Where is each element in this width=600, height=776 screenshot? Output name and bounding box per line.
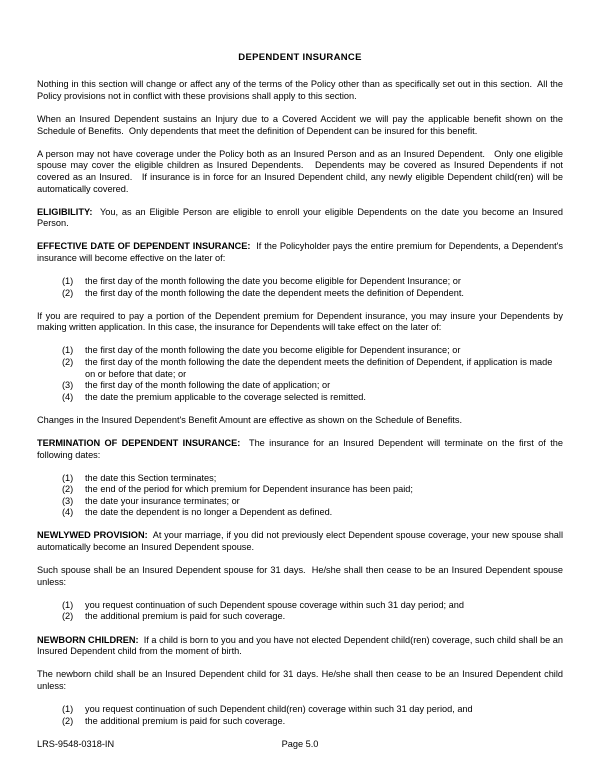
- list-marker: (2): [62, 715, 74, 726]
- list-text: the end of the period for which premium for Dependent insurance has been paid;: [85, 484, 413, 495]
- list-item: [37, 380, 563, 392]
- list-termination: [37, 473, 563, 519]
- list-text: you request continuation of such Dependent spouse coverage within such 31 day period; and: [85, 599, 464, 610]
- document-content: [37, 52, 566, 739]
- list-item: [37, 611, 563, 623]
- list-text: the date the premium applicable to the coverage selected is remitted.: [85, 391, 366, 402]
- list-item: [37, 716, 563, 728]
- list-item: [37, 507, 563, 519]
- list-item: [37, 288, 563, 300]
- newlywed-body: At your marriage, if you did not previously elect Dependent spouse coverage, your new spouse shall automatically become an Insured Dependent spouse.: [37, 530, 566, 553]
- page-number: Page 5.0: [281, 739, 319, 749]
- list-newborn-continuation: [37, 704, 563, 727]
- paragraph-intro-1: Nothing in this section will change or affect any of the terms of the Policy other than as specifically set out in this section. All the Policy provisions not in conflict with these provisions shall apply to this section.: [37, 79, 566, 101]
- list-text: the date the dependent is no longer a Dependent as defined.: [85, 507, 333, 518]
- heading-newlywed: NEWLYWED PROVISION:: [37, 530, 148, 541]
- form-number: LRS-9548-0318-IN: [37, 739, 115, 749]
- paragraph-changes: Changes in the Insured Dependent's Benefit Amount are effective as shown on the Schedule of Benefits.: [37, 414, 462, 425]
- list-marker: (1): [62, 599, 74, 610]
- newborn-body: If a child is born to you and you have not elected Dependent child(ren) coverage, such child shall be an Insured Dependent child from the moment of birth.: [37, 634, 566, 657]
- list-marker: (1): [62, 703, 74, 714]
- list-marker: (2): [62, 484, 74, 495]
- list-marker: (2): [62, 611, 74, 622]
- paragraph-spouse-31days: Such spouse shall be an Insured Dependent spouse for 31 days. He/she shall then cease to be an Insured Dependent spouse unless:: [37, 565, 566, 587]
- list-item: [37, 345, 563, 357]
- list-item: [37, 276, 563, 288]
- section-effective-date: [37, 241, 566, 264]
- list-text: the date this Section terminates;: [85, 472, 217, 483]
- heading-eligibility: ELIGIBILITY:: [37, 206, 93, 217]
- list-marker: (4): [62, 391, 74, 402]
- list-item: [37, 357, 563, 380]
- page-title: DEPENDENT INSURANCE: [238, 52, 362, 63]
- heading-effective-date: EFFECTIVE DATE OF DEPENDENT INSURANCE:: [37, 241, 251, 252]
- eligibility-body: You, as an Eligible Person are eligible to enroll your eligible Dependents on the date you become an Insured Person.: [37, 206, 566, 229]
- list-marker: (3): [62, 380, 74, 391]
- list-item: [37, 484, 563, 496]
- list-marker: (4): [62, 507, 74, 518]
- list-marker: (3): [62, 495, 74, 506]
- termination-body: The insurance for an Insured Dependent will terminate on the first of the following dates:: [37, 437, 566, 460]
- list-marker: (1): [62, 472, 74, 483]
- heading-newborn: NEWBORN CHILDREN:: [37, 634, 139, 645]
- list-marker: (1): [62, 275, 74, 286]
- heading-termination: TERMINATION OF DEPENDENT INSURANCE:: [37, 437, 241, 448]
- list-text: the first day of the month following the date you become eligible for Dependent insurance; or: [85, 345, 461, 356]
- paragraph-intro-2: When an Insured Dependent sustains an Injury due to a Covered Accident we will pay the applicable benefit shown on the Schedule of Benefits. Only dependents that meet the definition of Dependent can be insured for this benefit.: [37, 114, 566, 136]
- section-newlywed: [37, 530, 566, 553]
- list-item: [37, 473, 563, 485]
- list-text: the first day of the month following the date of application; or: [85, 380, 331, 391]
- effective-date-body: If the Policyholder pays the entire premium for Dependents, a Dependent's insurance will become effective on the later of:: [37, 241, 566, 263]
- paragraph-newborn-31days: The newborn child shall be an Insured Dependent child for 31 days. He/she shall then cease to be an Insured Dependent child unless:: [37, 669, 566, 691]
- paragraph-intro-3: A person may not have coverage under the Policy both as an Insured Person and as an Insured Dependent. Only one eligible spouse may cover the eligible children as Insured Dependents. Dependents may be covered as Insured Dependents if not covered as an Insured. If insurance is in force for an Insured Dependent child, any newly eligible Dependent child(ren) will be automatically covered.: [37, 148, 566, 194]
- list-text: the first day of the month following the date the dependent meets the definition of Dependent.: [85, 287, 464, 298]
- list-text: you request continuation of such Dependent child(ren) coverage within such 31 day period, and: [85, 703, 473, 714]
- paragraph-contributory: If you are required to pay a portion of the Dependent premium for Dependent insurance, you may insure your Dependents by making written application. In this case, the insurance for Dependents will take effect on the later of:: [37, 310, 566, 333]
- list-marker: (2): [62, 287, 74, 298]
- section-eligibility: [37, 206, 566, 230]
- section-termination: [37, 437, 566, 461]
- list-item: [37, 704, 563, 716]
- list-spouse-continuation: [37, 600, 563, 623]
- list-effective-contributory: [37, 345, 563, 403]
- list-marker: (1): [62, 345, 74, 356]
- list-item: [37, 600, 563, 612]
- list-text: the first day of the month following the date you become eligible for Dependent Insurance; or: [85, 275, 461, 286]
- list-item: [37, 496, 563, 508]
- section-newborn: [37, 634, 566, 658]
- list-item: [37, 392, 563, 404]
- list-text: the additional premium is paid for such coverage.: [85, 611, 286, 622]
- list-text: the first day of the month following the date the dependent meets the definition of Dependent, if application is made on or before that date; or: [85, 356, 553, 379]
- list-marker: (2): [62, 356, 74, 367]
- list-text: the additional premium is paid for such coverage.: [85, 715, 286, 726]
- list-text: the date your insurance terminates; or: [85, 495, 240, 506]
- list-effective-noncontributory: [37, 276, 563, 299]
